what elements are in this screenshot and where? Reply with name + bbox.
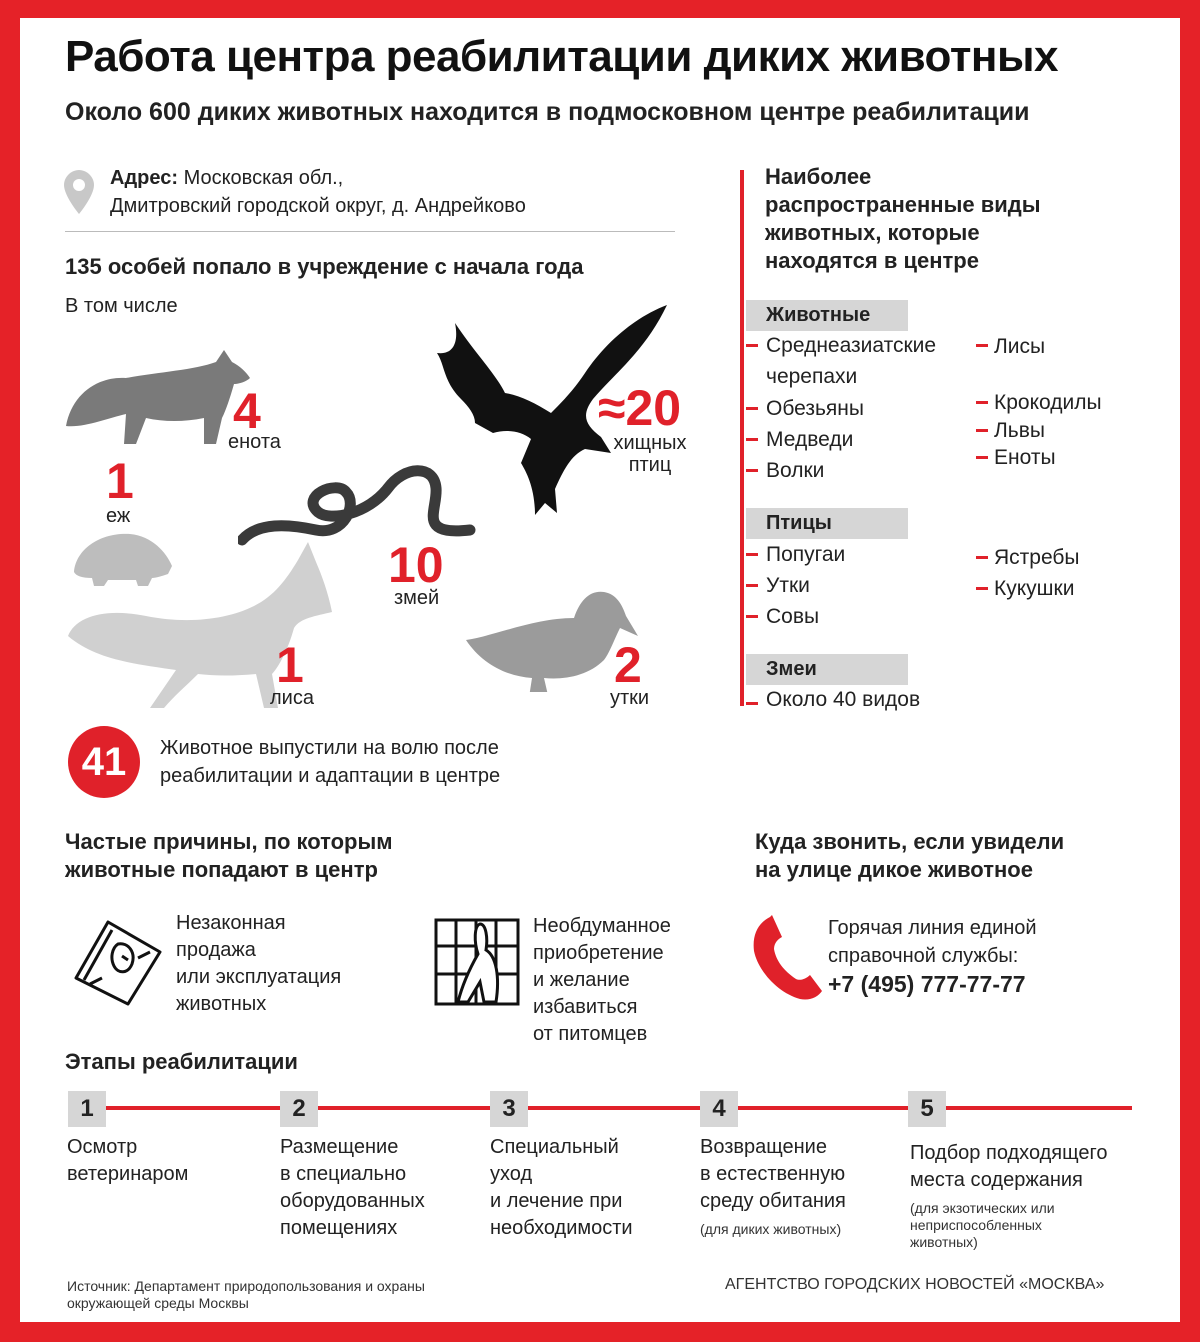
stage-note: (для диких животных)	[700, 1221, 842, 1237]
released-line2: реабилитации и адаптации в центре	[160, 765, 501, 787]
species-heading-line3: животных, которые	[765, 220, 980, 245]
duck-count: 2	[614, 637, 642, 693]
stage-line: уход	[490, 1163, 533, 1185]
hotline-line1: Горячая линия единой	[828, 917, 1037, 939]
hotline-heading-line2: на улице дикое животное	[755, 857, 1033, 882]
stage-line: Возвращение	[700, 1136, 827, 1158]
hotline-text	[828, 914, 1037, 1000]
released-text	[160, 734, 500, 790]
causes-heading-line2: животные попадают в центр	[65, 857, 378, 882]
species-item: Среднеазиатские	[766, 334, 937, 357]
cause1-line4: животных	[176, 993, 267, 1015]
stage-1-text	[67, 1134, 188, 1188]
stage-number: 2	[280, 1091, 318, 1127]
divider	[65, 231, 675, 232]
stage-line: помещениях	[280, 1217, 398, 1239]
species-heading-line2: распространенные виды	[765, 192, 1041, 217]
stage-line: ветеринаром	[67, 1163, 189, 1185]
species-heading-line1: Наиболее	[765, 164, 872, 189]
hotline-heading-line1: Куда звонить, если увидели	[755, 829, 1065, 854]
stage-number: 5	[908, 1091, 946, 1127]
snake-count: 10	[388, 537, 444, 593]
fox-label: лиса	[270, 687, 314, 709]
page-title: Работа центра реабилитации диких животных	[65, 32, 1059, 81]
cause2-line4: избавиться	[533, 996, 638, 1018]
cause2-line5: от питомцев	[533, 1023, 648, 1045]
stage-line: места содержания	[910, 1169, 1083, 1191]
duck-label: утки	[610, 687, 650, 709]
species-item: Крокодилы	[994, 391, 1102, 414]
cause2-line2: приобретение	[533, 942, 664, 964]
stage-note-line: неприспособленных	[910, 1217, 1042, 1233]
hotline-heading	[755, 828, 1064, 884]
species-item: Ястребы	[994, 546, 1080, 569]
intake-subheading: В том числе	[65, 295, 178, 317]
raptor-label	[608, 432, 692, 476]
stage-line: и лечение при	[490, 1190, 623, 1212]
cause1-line2: продажа	[176, 939, 256, 961]
stage-5-text	[910, 1140, 1107, 1251]
address-block	[110, 164, 526, 220]
raptor-label-line2: птиц	[628, 454, 672, 476]
species-item: Еноты	[994, 446, 1056, 469]
stage-line: Размещение	[280, 1136, 399, 1158]
stage-line: необходимости	[490, 1217, 633, 1239]
source-line2: окружающей среды Москвы	[67, 1295, 249, 1311]
stages-timeline	[80, 1106, 1132, 1110]
caged-rabbit-icon	[434, 916, 520, 1006]
species-item: Около 40 видов	[766, 688, 921, 711]
cause1-line1: Незаконная	[176, 912, 286, 934]
source-line1: Источник: Департамент природопользования и охраны	[67, 1278, 425, 1294]
stage-note-line: (для экзотических или	[910, 1200, 1055, 1216]
stage-2-text	[280, 1134, 425, 1242]
fox-count: 1	[276, 637, 304, 693]
location-pin-icon	[64, 170, 94, 214]
stage-3-text	[490, 1134, 633, 1242]
intake-heading: 135 особей попало в учреждение с начала года	[65, 254, 584, 279]
cause1-line3: или эксплуатация	[176, 966, 342, 988]
species-item: черепахи	[766, 365, 858, 388]
raptor-count: ≈20	[598, 380, 682, 436]
cause2-line1: Необдуманное	[533, 915, 671, 937]
snake-label: змей	[394, 587, 440, 609]
stage-number: 3	[490, 1091, 528, 1127]
stage-line: Специальный	[490, 1136, 619, 1158]
raccoon-icon	[64, 348, 254, 448]
stage-number: 4	[700, 1091, 738, 1127]
source-note	[67, 1278, 425, 1312]
species-item: Лисы	[994, 335, 1046, 358]
species-item: Обезьяны	[766, 397, 864, 420]
causes-heading	[65, 828, 393, 884]
cause2-line3: и желание	[533, 969, 630, 991]
species-list	[746, 18, 1180, 718]
species-item: Утки	[766, 574, 810, 597]
species-item: Волки	[766, 459, 825, 482]
address-line1: Московская обл.,	[183, 167, 344, 189]
species-item: Попугаи	[766, 543, 846, 566]
species-timeline	[740, 170, 744, 706]
page-subtitle: Около 600 диких животных находится в подмосковном центре реабилитации	[65, 98, 1030, 126]
category-animals: Животные	[746, 300, 908, 331]
banknotes-icon	[72, 918, 164, 1006]
stage-number: 1	[68, 1091, 106, 1127]
infographic	[20, 18, 1180, 1322]
stage-line: оборудованных	[280, 1190, 425, 1212]
category-snakes: Змеи	[746, 654, 908, 685]
stages-heading: Этапы реабилитации	[65, 1049, 298, 1074]
stage-note	[910, 1200, 1107, 1251]
raccoon-count: 4	[233, 383, 261, 439]
hotline-phone[interactable]: +7 (495) 777-77-77	[828, 971, 1026, 997]
species-item: Львы	[994, 419, 1045, 442]
cause-illegal-sale	[176, 910, 341, 1018]
hedgehog-label: еж	[106, 505, 131, 527]
stage-line: в специально	[280, 1163, 407, 1185]
species-heading-line4: находятся в центре	[765, 248, 979, 273]
agency-credit: АГЕНТСТВО ГОРОДСКИХ НОВОСТЕЙ «МОСКВА»	[725, 1276, 1105, 1293]
phone-icon	[750, 913, 824, 1003]
stage-note-line: животных)	[910, 1234, 978, 1250]
species-item: Совы	[766, 605, 820, 628]
stage-line: Подбор подходящего	[910, 1142, 1108, 1164]
address-line2: Дмитровский городской округ, д. Андрейково	[110, 195, 526, 217]
cause-thoughtless-purchase	[533, 913, 671, 1048]
raptor-label-line1: хищных	[613, 432, 687, 454]
stage-line: Осмотр	[67, 1136, 138, 1158]
hedgehog-count: 1	[106, 453, 134, 509]
released-line1: Животное выпустили на волю после	[160, 737, 499, 759]
category-birds: Птицы	[746, 508, 908, 539]
released-badge: 41	[68, 726, 140, 798]
stage-line: в естественную	[700, 1163, 846, 1185]
raccoon-label: енота	[228, 431, 281, 453]
stage-4-text	[700, 1134, 846, 1242]
stage-line: среду обитания	[700, 1190, 846, 1212]
causes-heading-line1: Частые причины, по которым	[65, 829, 393, 854]
species-item: Кукушки	[994, 577, 1075, 600]
address-label: Адрес:	[110, 167, 178, 189]
hotline-line2: справочной службы:	[828, 945, 1019, 967]
species-item: Медведи	[766, 428, 854, 451]
